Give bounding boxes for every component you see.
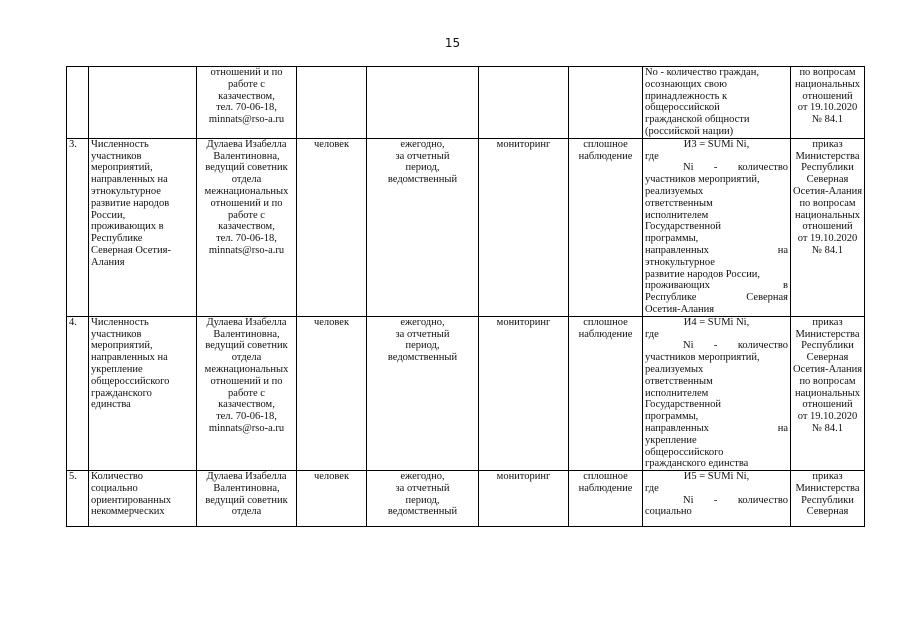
observation-cell: сплошное наблюдение [569, 471, 643, 527]
period-cell: ежегодно, за отчетный период, ведомственный [367, 471, 479, 527]
indicator-name-cell: Численность участников мероприятий, направленных на укрепление общероссийского гражданского единства [89, 316, 197, 470]
method-cell: мониторинг [479, 471, 569, 527]
period-cell: ежегодно, за отчетный период, ведомственный [367, 138, 479, 316]
source-cell: по вопросам национальных отношений от 19.10.2020 № 84.1 [791, 67, 865, 139]
formula-cell: И4 = SUMi Ni, где Ni - количество участников мероприятий, реализуемых ответственным исполнителем Государственной программы, направленных на укрепление общероссийского гражданского единства [643, 316, 791, 470]
source-cell: приказ Министерства Республики Северная Осетия-Алания по вопросам национальных отношений от 19.10.2020 № 84.1 [791, 138, 865, 316]
row-number: 4. [67, 316, 89, 470]
unit-cell [297, 67, 367, 139]
unit-cell: человек [297, 471, 367, 527]
period-cell [367, 67, 479, 139]
observation-cell [569, 67, 643, 139]
indicator-name-cell [89, 67, 197, 139]
table-row [67, 471, 865, 527]
formula-cell: И3 = SUMi Ni, где Ni - количество участников мероприятий, реализуемых ответственным исполнителем Государственной программы, направленных на этнокультурное развитие народов России, проживающих в Республике Северная Осетия-Алания [643, 138, 791, 316]
table-row [67, 316, 865, 470]
source-cell: приказ Министерства Республики Северная [791, 471, 865, 527]
indicator-name-cell: Количество социально ориентированных некоммерческих [89, 471, 197, 527]
source-cell: приказ Министерства Республики Северная Осетия-Алания по вопросам национальных отношений от 19.10.2020 № 84.1 [791, 316, 865, 470]
unit-cell: человек [297, 138, 367, 316]
formula-cell: No - количество граждан, осознающих свою принадлежность к общероссийской гражданской общности (российской нации) [643, 67, 791, 139]
table-row [67, 138, 865, 316]
method-cell: мониторинг [479, 316, 569, 470]
row-number [67, 67, 89, 139]
indicator-name-cell: Численность участников мероприятий, направленных на этнокультурное развитие народов России, проживающих в Республике Северная Осетия- Алания [89, 138, 197, 316]
method-cell: мониторинг [479, 138, 569, 316]
unit-cell: человек [297, 316, 367, 470]
method-cell [479, 67, 569, 139]
observation-cell: сплошное наблюдение [569, 138, 643, 316]
row-number: 3. [67, 138, 89, 316]
formula-cell: И5 = SUMi Ni, где Ni - количество социально [643, 471, 791, 527]
responsible-cell: Дулаева Изабелла Валентиновна, ведущий советник отдела межнациональных отношений и по работе с казачеством, тел. 70-06-18, minnats@rso-a.ru [197, 316, 297, 470]
responsible-cell: Дулаева Изабелла Валентиновна, ведущий советник отдела [197, 471, 297, 527]
period-cell: ежегодно, за отчетный период, ведомственный [367, 316, 479, 470]
observation-cell: сплошное наблюдение [569, 316, 643, 470]
table-row [67, 67, 865, 139]
indicators-table [66, 66, 865, 527]
responsible-cell: Дулаева Изабелла Валентиновна, ведущий советник отдела межнациональных отношений и по работе с казачеством, тел. 70-06-18, minnats@rso-a.ru [197, 138, 297, 316]
row-number: 5. [67, 471, 89, 527]
responsible-cell: отношений и по работе с казачеством, тел. 70-06-18, minnats@rso-a.ru [197, 67, 297, 139]
page-number: 15 [444, 36, 461, 50]
